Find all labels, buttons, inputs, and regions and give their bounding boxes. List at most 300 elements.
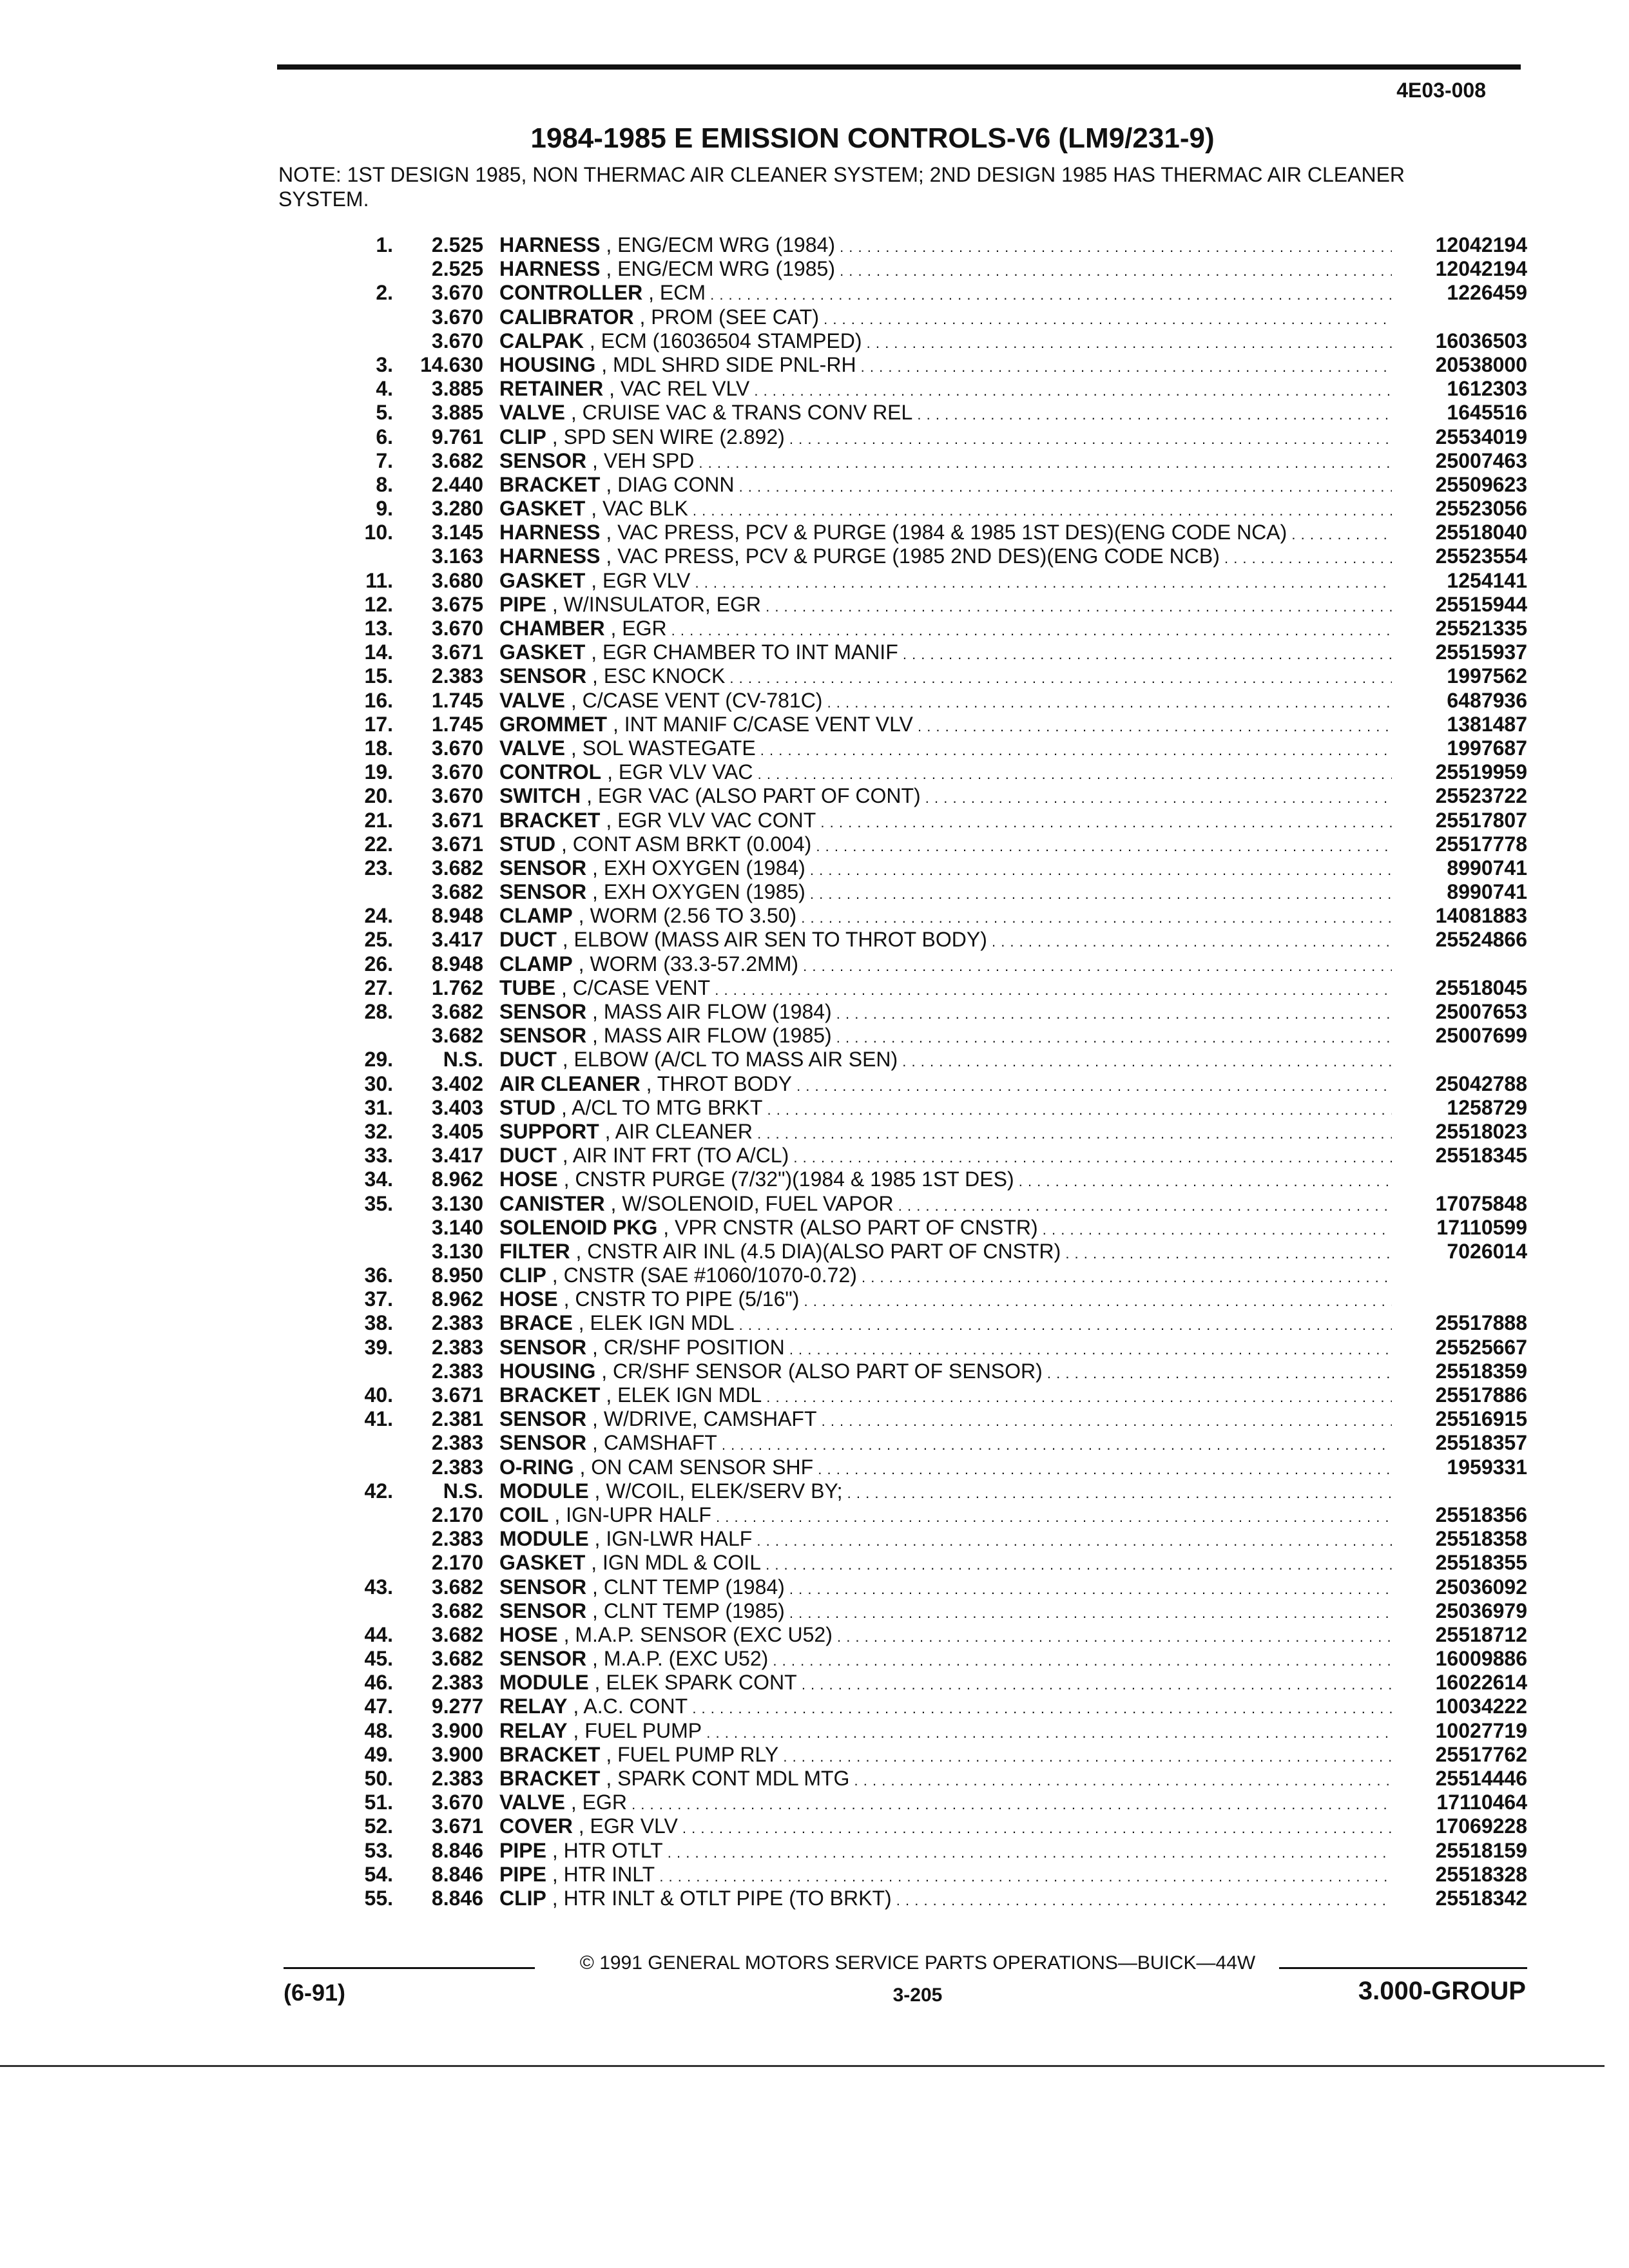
part-name: SENSOR (499, 1407, 587, 1431)
part-row (335, 1623, 1527, 1647)
item-number: 12. (364, 592, 393, 616)
figure-number: 3.130 (431, 1239, 483, 1263)
part-description (499, 713, 1392, 738)
figure-number: 2.525 (431, 233, 483, 256)
item-number: 19. (364, 760, 393, 784)
part-row (335, 713, 1527, 736)
part-detail: , W/INSULATOR, EGR (552, 592, 761, 616)
part-row (335, 569, 1527, 593)
part-name: STUD (499, 832, 556, 856)
item-number: 46. (364, 1671, 393, 1695)
part-number: 25515944 (1435, 592, 1527, 616)
figure-number: 3.145 (431, 521, 483, 544)
item-number: 53. (364, 1838, 393, 1862)
part-number: 1997562 (1447, 664, 1527, 688)
part-name: DUCT (499, 1048, 557, 1072)
item-number: 41. (364, 1407, 393, 1431)
part-number: 25518159 (1435, 1838, 1527, 1862)
part-row (335, 1216, 1527, 1240)
part-name: RELAY (499, 1695, 568, 1718)
part-row (335, 1599, 1527, 1623)
part-detail: , WORM (33.3-57.2MM) (578, 952, 799, 975)
item-number: 25. (364, 928, 393, 952)
part-name: BRACKET (499, 1767, 601, 1790)
part-description (499, 1096, 1392, 1122)
part-description (499, 257, 1392, 283)
top-rule (277, 64, 1521, 70)
part-description (499, 1456, 1392, 1481)
part-number: 1258729 (1447, 1095, 1527, 1119)
part-number: 12042194 (1435, 233, 1527, 256)
part-name: TUBE (499, 975, 556, 999)
figure-number: 3.670 (431, 617, 483, 640)
part-description (499, 1431, 1392, 1457)
part-detail: , HTR INLT & OTLT PIPE (TO BRKT) (552, 1886, 892, 1910)
part-row (335, 809, 1527, 832)
part-description (499, 1120, 1392, 1146)
part-row (335, 1024, 1527, 1048)
figure-number: 2.383 (431, 1455, 483, 1479)
part-name: GASKET (499, 568, 586, 592)
item-number: 1. (376, 233, 393, 256)
part-detail: , CLNT TEMP (1984) (592, 1575, 785, 1599)
part-description (499, 617, 1392, 642)
part-description (499, 664, 1392, 690)
part-row (335, 952, 1527, 976)
figure-number: 3.675 (431, 592, 483, 616)
figure-number: 2.383 (431, 664, 483, 688)
part-row (335, 1743, 1527, 1767)
page-number: 3-205 (892, 1984, 943, 2006)
part-row (335, 257, 1527, 281)
part-detail: , IGN MDL & COIL (591, 1551, 761, 1575)
part-detail: , DIAG CONN (606, 472, 735, 496)
figure-number: 3.900 (431, 1742, 483, 1766)
part-name: CONTROLLER (499, 281, 643, 305)
part-name: VALVE (499, 1791, 565, 1814)
item-number: 17. (364, 712, 393, 736)
part-row (335, 1120, 1527, 1144)
figure-number: 9.761 (431, 425, 483, 448)
figure-number: 8.846 (431, 1862, 483, 1886)
part-name: RETAINER (499, 377, 604, 401)
part-name: AIR CLEANER (499, 1072, 641, 1095)
part-description (499, 1839, 1392, 1865)
part-detail: , HTR INLT (552, 1862, 655, 1886)
bottom-rule (0, 2065, 1605, 2067)
part-number: 1381487 (1447, 712, 1527, 736)
part-detail: , SPD SEN WIRE (2.892) (552, 425, 785, 448)
part-name: MODULE (499, 1479, 589, 1503)
figure-number: 3.682 (431, 1000, 483, 1023)
item-number: 33. (364, 1144, 393, 1168)
figure-number: 3.417 (431, 928, 483, 952)
part-name: SENSOR (499, 856, 587, 879)
page-code: 4E03-008 (1396, 79, 1486, 102)
part-description (499, 449, 1392, 475)
part-description (499, 1479, 1392, 1505)
part-description (499, 1863, 1392, 1888)
part-detail: , W/SOLENOID, FUEL VAPOR (610, 1191, 894, 1215)
figure-number: 2.383 (431, 1527, 483, 1551)
part-detail: , CR/SHF SENSOR (ALSO PART OF SENSOR) (601, 1359, 1043, 1383)
part-name: GASKET (499, 640, 586, 664)
item-number: 5. (376, 401, 393, 425)
part-row (335, 1719, 1527, 1743)
part-description (499, 1024, 1392, 1050)
figure-number: 2.383 (431, 1767, 483, 1790)
part-detail: , MASS AIR FLOW (1985) (592, 1024, 832, 1048)
part-description (499, 832, 1392, 858)
part-row (335, 1671, 1527, 1695)
part-detail: , A/CL TO MTG BRKT (561, 1095, 763, 1119)
figure-number: 3.671 (431, 640, 483, 664)
figure-number: 3.670 (431, 329, 483, 352)
part-row (335, 1527, 1527, 1551)
part-number: 1254141 (1447, 568, 1527, 592)
revision-date: (6-91) (284, 1979, 346, 2006)
part-detail: , W/COIL, ELEK/SERV BY; (594, 1479, 843, 1503)
part-description (499, 377, 1392, 403)
item-number: 20. (364, 784, 393, 808)
figure-number: 3.671 (431, 832, 483, 856)
part-number: 25518040 (1435, 521, 1527, 544)
part-name: HOSE (499, 1622, 558, 1646)
item-number: 43. (364, 1575, 393, 1599)
figure-number: 2.525 (431, 257, 483, 281)
part-description (499, 521, 1392, 546)
figure-number: 3.682 (431, 856, 483, 879)
figure-number: 3.140 (431, 1215, 483, 1239)
part-name: CALIBRATOR (499, 305, 634, 329)
part-row (335, 1503, 1527, 1527)
part-row (335, 1311, 1527, 1335)
part-number: 25523056 (1435, 497, 1527, 521)
part-number: 25523722 (1435, 784, 1527, 808)
item-number: 35. (364, 1191, 393, 1215)
part-number: 25524866 (1435, 928, 1527, 952)
part-name: BRACE (499, 1311, 573, 1335)
part-number: 25518356 (1435, 1503, 1527, 1526)
part-name: PIPE (499, 592, 546, 616)
part-detail: , A.C. CONT (573, 1695, 688, 1718)
part-description (499, 1599, 1392, 1625)
item-number: 31. (364, 1095, 393, 1119)
part-detail: , EGR CHAMBER TO INT MANIF (591, 640, 898, 664)
part-description (499, 1168, 1392, 1193)
part-row (335, 1647, 1527, 1671)
item-number: 15. (364, 664, 393, 688)
part-detail: , EGR VLV VAC CONT (606, 808, 816, 832)
figure-number: 8.846 (431, 1886, 483, 1910)
part-description (499, 497, 1392, 523)
part-name: CONTROL (499, 760, 602, 784)
part-description (499, 928, 1392, 954)
part-description (499, 904, 1392, 930)
part-name: HOSE (499, 1168, 558, 1191)
part-number: 14081883 (1435, 904, 1527, 928)
part-detail: , VPR CNSTR (ALSO PART OF CNSTR) (663, 1215, 1038, 1239)
part-number: 25036979 (1435, 1599, 1527, 1622)
part-row (335, 1192, 1527, 1216)
part-detail: , ELEK SPARK CONT (594, 1671, 797, 1695)
part-name: PIPE (499, 1862, 546, 1886)
figure-number: 3.403 (431, 1095, 483, 1119)
item-number: 8. (376, 472, 393, 496)
part-description (499, 593, 1392, 619)
part-detail: , EGR VAC (ALSO PART OF CONT) (586, 784, 921, 808)
part-description (499, 305, 1392, 331)
item-number: 24. (364, 904, 393, 928)
part-name: SENSOR (499, 1575, 587, 1599)
part-row (335, 1048, 1527, 1072)
part-detail: , PROM (SEE CAT) (639, 305, 819, 329)
part-row (335, 473, 1527, 497)
part-detail: , FUEL PUMP RLY (606, 1742, 779, 1766)
figure-number: 8.948 (431, 904, 483, 928)
figure-number: 3.885 (431, 401, 483, 425)
part-number: 25042788 (1435, 1072, 1527, 1095)
item-number: 11. (365, 568, 393, 592)
item-number: 30. (364, 1072, 393, 1095)
part-detail: , C/CASE VENT (561, 975, 711, 999)
part-name: SENSOR (499, 1024, 587, 1048)
part-name: RELAY (499, 1718, 568, 1742)
part-description (499, 640, 1392, 666)
item-number: 50. (364, 1767, 393, 1790)
figure-number: 9.277 (431, 1695, 483, 1718)
part-row (335, 760, 1527, 784)
figure-number: 1.745 (431, 688, 483, 712)
part-detail: , CLNT TEMP (1985) (592, 1599, 785, 1622)
part-number: 16009886 (1435, 1647, 1527, 1671)
part-description (499, 1767, 1392, 1792)
part-row (335, 1456, 1527, 1479)
part-detail: , VAC REL VLV (609, 377, 750, 401)
part-description (499, 1216, 1392, 1242)
item-number: 39. (364, 1335, 393, 1359)
part-description (499, 689, 1392, 715)
part-row (335, 1383, 1527, 1407)
part-description (499, 1527, 1392, 1553)
part-name: SENSOR (499, 880, 587, 904)
part-detail: , ENG/ECM WRG (1985) (606, 257, 835, 281)
part-row (335, 904, 1527, 928)
part-description (499, 329, 1392, 355)
part-number: 25007463 (1435, 448, 1527, 472)
part-detail: , ESC KNOCK (592, 664, 726, 688)
part-name: SENSOR (499, 664, 587, 688)
figure-number: 1.762 (431, 975, 483, 999)
item-number: 2. (376, 281, 393, 305)
part-name: PIPE (499, 1838, 546, 1862)
item-number: 28. (364, 1000, 393, 1023)
part-name: SENSOR (499, 1431, 587, 1455)
item-number: 9. (376, 497, 393, 521)
figure-number: 3.682 (431, 1599, 483, 1622)
part-row (335, 617, 1527, 640)
figure-number: 3.670 (431, 760, 483, 784)
part-name: CLIP (499, 1264, 546, 1287)
part-name: CLAMP (499, 952, 573, 975)
figure-number: 3.671 (431, 808, 483, 832)
item-number: 23. (364, 856, 393, 879)
part-row (335, 976, 1527, 1000)
part-name: HARNESS (499, 544, 601, 568)
part-row (335, 281, 1527, 305)
item-number: 27. (364, 975, 393, 999)
part-row (335, 736, 1527, 760)
part-detail: , CRUISE VAC & TRANS CONV REL (570, 401, 913, 425)
part-description (499, 233, 1392, 259)
part-row (335, 1575, 1527, 1599)
part-name: SENSOR (499, 1335, 587, 1359)
part-description (499, 425, 1392, 451)
item-number: 14. (364, 640, 393, 664)
part-row (335, 664, 1527, 688)
figure-number: 3.682 (431, 1622, 483, 1646)
figure-number: 3.130 (431, 1191, 483, 1215)
part-name: HARNESS (499, 233, 601, 256)
part-description (499, 1671, 1392, 1696)
figure-number: 3.682 (431, 1024, 483, 1048)
figure-number: 3.670 (431, 1791, 483, 1814)
part-detail: , SPARK CONT MDL MTG (606, 1767, 850, 1790)
part-description (499, 1264, 1392, 1289)
part-detail: , VAC PRESS, PCV & PURGE (1984 & 1985 1ST DES)(ENG CODE NCA) (606, 521, 1287, 544)
item-number: 21. (364, 808, 393, 832)
part-name: CANISTER (499, 1191, 605, 1215)
part-description (499, 1503, 1392, 1529)
figure-number: 2.170 (431, 1503, 483, 1526)
part-row (335, 401, 1527, 425)
part-detail: , CNSTR TO PIPE (5/16") (563, 1287, 800, 1311)
item-number: 29. (364, 1048, 393, 1072)
part-number: 25518045 (1435, 975, 1527, 999)
part-row (335, 497, 1527, 521)
part-description (499, 353, 1392, 379)
part-row (335, 353, 1527, 377)
part-number: 25519959 (1435, 760, 1527, 784)
part-name: VALVE (499, 736, 565, 760)
part-detail: , IGN-UPR HALF (554, 1503, 711, 1526)
part-name: DUCT (499, 928, 557, 952)
item-number: 3. (376, 352, 393, 376)
figure-number: N.S. (443, 1048, 483, 1072)
figure-number: 3.682 (431, 448, 483, 472)
part-detail: , M.A.P. (EXC U52) (592, 1647, 769, 1671)
part-row (335, 1240, 1527, 1264)
part-detail: , CNSTR (SAE #1060/1070-0.72) (552, 1264, 857, 1287)
part-number: 7026014 (1447, 1239, 1527, 1263)
item-number: 16. (364, 688, 393, 712)
figure-number: 3.417 (431, 1144, 483, 1168)
part-detail: , MASS AIR FLOW (1984) (592, 1000, 832, 1023)
part-detail: , ELBOW (MASS AIR SEN TO THROT BODY) (562, 928, 987, 952)
item-number: 38. (364, 1311, 393, 1335)
part-number: 25534019 (1435, 425, 1527, 448)
item-number: 7. (376, 448, 393, 472)
part-number: 10027719 (1435, 1718, 1527, 1742)
item-number: 10. (364, 521, 393, 544)
part-description (499, 401, 1392, 427)
item-number: 48. (364, 1718, 393, 1742)
figure-number: 2.383 (431, 1431, 483, 1455)
part-name: CLIP (499, 425, 546, 448)
figure-number: 8.962 (431, 1168, 483, 1191)
part-number: 25517886 (1435, 1383, 1527, 1407)
part-detail: , IGN-LWR HALF (594, 1527, 753, 1551)
figure-number: 14.630 (420, 352, 483, 376)
figure-number: 3.682 (431, 1647, 483, 1671)
part-row (335, 640, 1527, 664)
part-row (335, 1814, 1527, 1838)
item-number: 54. (364, 1862, 393, 1886)
part-description (499, 1311, 1392, 1337)
part-detail: , CR/SHF POSITION (592, 1335, 785, 1359)
part-description (499, 880, 1392, 906)
part-description (499, 1000, 1392, 1026)
figure-number: 8.846 (431, 1838, 483, 1862)
part-row (335, 1431, 1527, 1455)
part-number: 25525667 (1435, 1335, 1527, 1359)
item-number: 55. (364, 1886, 393, 1910)
figure-number: 3.682 (431, 1575, 483, 1599)
part-description (499, 1647, 1392, 1673)
part-description (499, 809, 1392, 834)
part-row (335, 832, 1527, 856)
part-description (499, 1240, 1392, 1265)
part-detail: , AIR CLEANER (604, 1119, 753, 1143)
part-detail: , FUEL PUMP (573, 1718, 702, 1742)
part-name: COVER (499, 1814, 573, 1838)
part-row (335, 1839, 1527, 1863)
part-name: MODULE (499, 1527, 589, 1551)
figure-number: 3.900 (431, 1718, 483, 1742)
part-description (499, 1695, 1392, 1720)
part-row (335, 425, 1527, 449)
part-row (335, 1168, 1527, 1191)
figure-number: 3.670 (431, 281, 483, 305)
item-number: 45. (364, 1647, 393, 1671)
part-number: 25517762 (1435, 1742, 1527, 1766)
part-detail: , ELEK IGN MDL (578, 1311, 735, 1335)
item-number: 47. (364, 1695, 393, 1718)
part-detail: , THROT BODY (646, 1072, 792, 1095)
part-detail: , VAC PRESS, PCV & PURGE (1985 2ND DES)(ENG CODE NCB) (606, 544, 1220, 568)
part-row (335, 1144, 1527, 1168)
part-number: 25007699 (1435, 1024, 1527, 1048)
part-description (499, 1551, 1392, 1577)
part-row (335, 784, 1527, 808)
part-description (499, 1719, 1392, 1745)
figure-number: 3.885 (431, 377, 483, 401)
part-number: 25517807 (1435, 808, 1527, 832)
item-number: 44. (364, 1622, 393, 1646)
figure-number: N.S. (443, 1479, 483, 1503)
part-name: SENSOR (499, 1000, 587, 1023)
item-number: 32. (364, 1119, 393, 1143)
part-row (335, 1551, 1527, 1575)
item-number: 52. (364, 1814, 393, 1838)
part-name: GASKET (499, 497, 586, 521)
part-number: 17110464 (1436, 1791, 1527, 1814)
part-row (335, 1479, 1527, 1503)
part-number: 25515937 (1435, 640, 1527, 664)
part-name: DUCT (499, 1144, 557, 1168)
item-number: 13. (364, 617, 393, 640)
figure-number: 2.383 (431, 1359, 483, 1383)
